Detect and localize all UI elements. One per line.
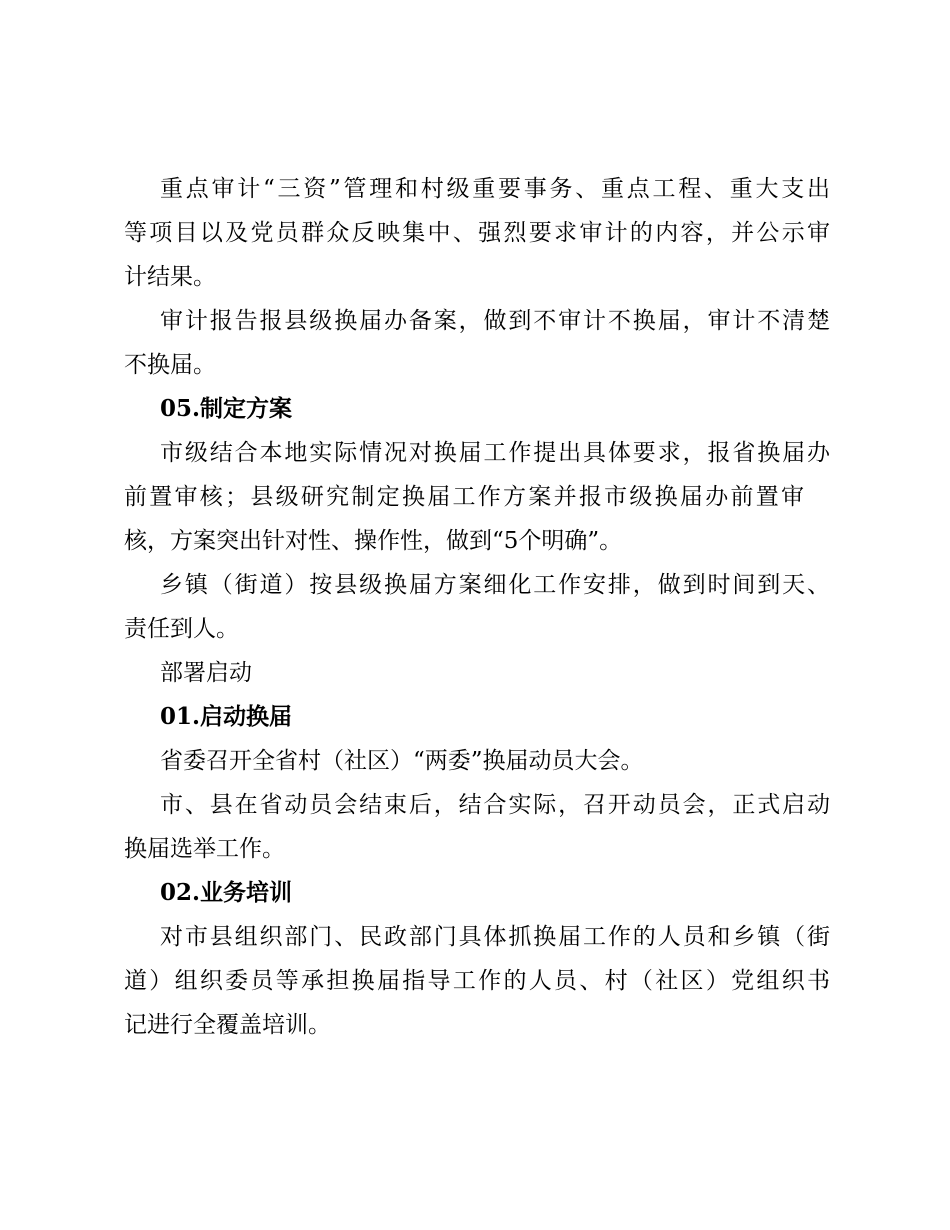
body-text-line: 不换届。 — [124, 352, 216, 378]
section-heading: 02.业务培训 — [160, 879, 293, 906]
body-text-line: 记进行全覆盖培训。 — [124, 1012, 331, 1038]
body-text-line: 乡镇（街道）按县级换届方案细化工作安排，做到时间到天、 — [160, 572, 830, 598]
body-text-line: 换届选举工作。 — [124, 836, 285, 862]
body-text-line: 重点审计“三资”管理和村级重要事务、重点工程、重大支出 — [160, 176, 830, 202]
body-text-line: 前置审核；县级研究制定换届工作方案并报市级换届办前置审 — [124, 484, 804, 510]
body-text-line: 省委召开全省村（社区）“两委”换届动员大会。 — [160, 748, 644, 774]
body-text-line: 审计报告报县级换届办备案，做到不审计不换届，审计不清楚 — [160, 308, 830, 334]
body-text-line: 核，方案突出针对性、操作性，做到“5个明确”。 — [124, 528, 623, 554]
body-text-line: 市、县在省动员会结束后，结合实际，召开动员会，正式启动 — [160, 792, 830, 818]
section-heading: 05.制定方案 — [160, 395, 293, 422]
body-text-line: 计结果。 — [124, 264, 216, 290]
body-text-line: 等项目以及党员群众反映集中、强烈要求审计的内容，并公示审 — [124, 220, 830, 246]
body-text-line: 对市县组织部门、民政部门具体抓换届工作的人员和乡镇（街 — [160, 924, 830, 950]
section-title: 部署启动 — [160, 660, 252, 686]
body-text-line: 责任到人。 — [124, 616, 239, 642]
body-text-line: 道）组织委员等承担换届指导工作的人员、村（社区）党组织书 — [124, 968, 830, 994]
section-heading: 01.启动换届 — [160, 703, 293, 730]
body-text-line: 市级结合本地实际情况对换届工作提出具体要求，报省换届办 — [160, 440, 830, 466]
